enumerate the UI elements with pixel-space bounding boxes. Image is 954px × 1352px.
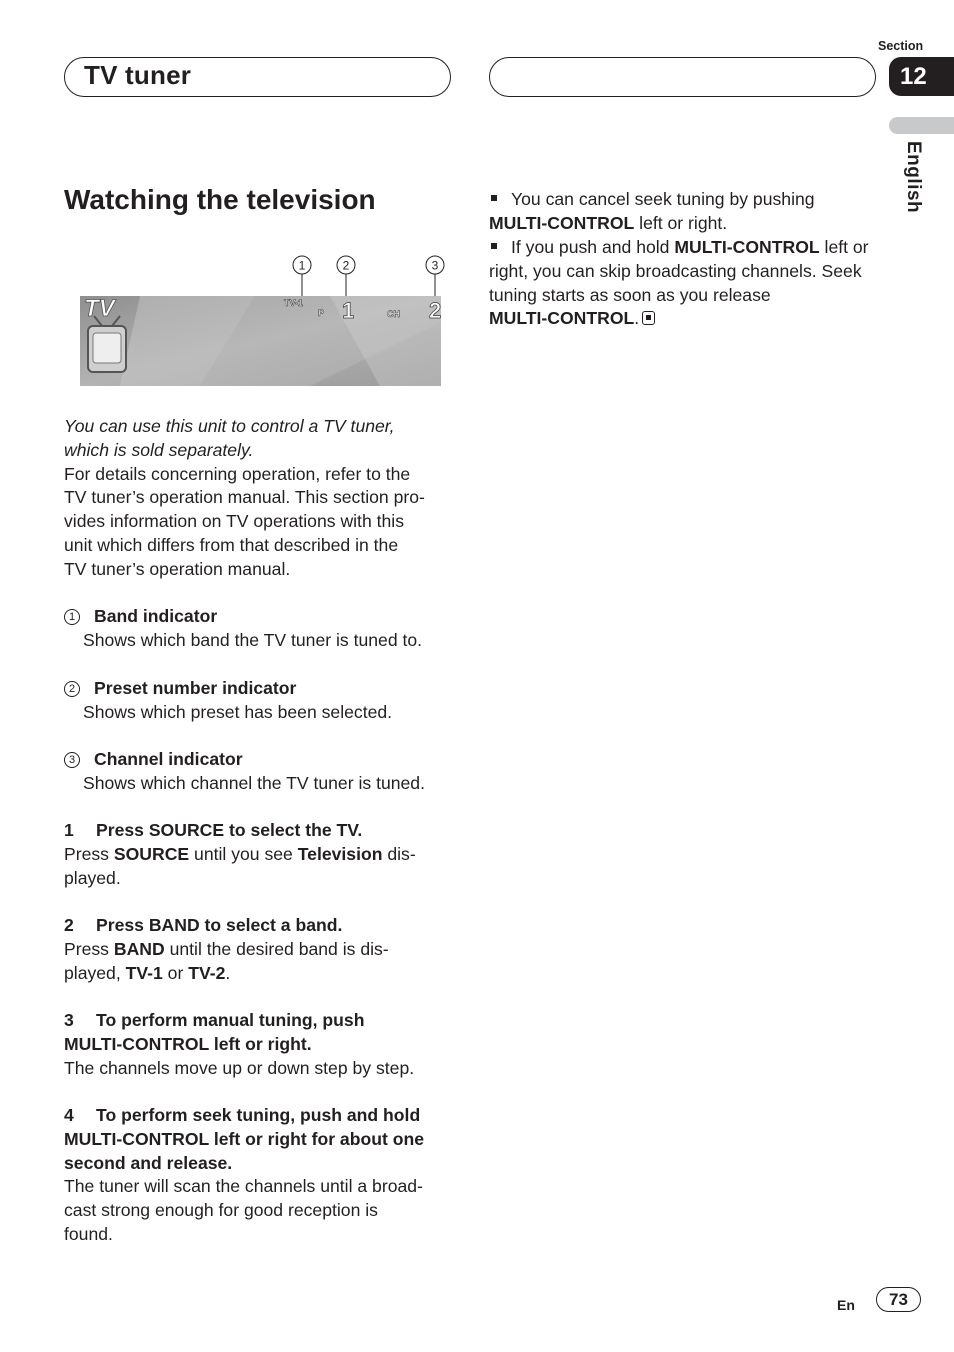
step-3-number: 3 — [64, 1010, 74, 1030]
step-3 — [64, 1009, 456, 1080]
step-4-title: second and release. — [64, 1152, 233, 1173]
indicator-3-number: 3 — [64, 752, 80, 768]
callout-3 — [426, 256, 444, 300]
bullet-icon — [491, 243, 497, 249]
indicator-3-title: Channel indicator — [94, 749, 243, 769]
callout-1-label: 1 — [298, 258, 306, 273]
callout-2-label: 2 — [342, 258, 350, 273]
step-2-key: TV-1 — [125, 962, 163, 983]
channel-value-text: 2 — [429, 298, 442, 323]
step-3-title: MULTI-CONTROL left or right. — [64, 1033, 312, 1054]
callout-1 — [293, 256, 311, 300]
note-2-key: MULTI-CONTROL — [674, 237, 820, 257]
indicator-1-desc: Shows which band the TV tuner is tuned to. — [83, 629, 423, 650]
intro-italic-line: which is sold separately. — [64, 439, 254, 460]
language-label: English — [903, 141, 924, 214]
language-tab — [889, 117, 954, 134]
header-right-frame — [489, 57, 876, 97]
preset-value-text: 1 — [342, 298, 355, 323]
step-1-text: Press — [64, 843, 114, 864]
step-4 — [64, 1104, 456, 1247]
note-1-text: left or right. — [634, 212, 728, 233]
indicator-3-desc: Shows which channel the TV tuner is tuned. — [83, 772, 425, 793]
step-2-number: 2 — [64, 915, 74, 935]
note-2-text: tuning starts as soon as you release — [489, 284, 771, 305]
display-figure — [80, 252, 450, 388]
callout-3-label: 3 — [431, 258, 439, 273]
step-1-text: dis- — [382, 843, 416, 864]
indicator-3 — [64, 748, 456, 796]
step-4-body: cast strong enough for good reception is — [64, 1200, 378, 1221]
step-2-title: Press BAND to select a band. — [96, 915, 343, 935]
step-4-body: found. — [64, 1223, 113, 1244]
indicator-1-title: Band indicator — [94, 606, 218, 626]
preset-prefix-text: P — [318, 308, 325, 318]
band-indicator-text: TV-1 — [284, 298, 304, 308]
step-1-key: Television — [297, 843, 383, 864]
step-2-text: . — [225, 962, 231, 983]
intro-italic-line: You can use this unit to control a TV tuner, — [64, 416, 395, 436]
step-1-title: Press SOURCE to select the TV. — [96, 820, 363, 840]
note-1-text: You can cancel seek tuning by pushing — [511, 189, 815, 209]
indicator-2-desc: Shows which preset has been selected. — [83, 701, 393, 722]
callout-2 — [337, 256, 355, 300]
intro-line: vides information on TV operations with this — [64, 511, 404, 532]
step-1-text: played. — [64, 867, 121, 888]
note-1-key: MULTI-CONTROL — [489, 212, 635, 233]
step-2-key: BAND — [113, 938, 165, 959]
step-4-title: MULTI-CONTROL left or right for about one — [64, 1128, 424, 1149]
intro-line: TV tuner’s operation manual. — [64, 558, 291, 579]
step-4-body: The tuner will scan the channels until a broad- — [64, 1176, 423, 1197]
step-2-text: until the desired band is dis- — [164, 938, 389, 959]
intro-paragraph — [64, 415, 456, 582]
page-number: 73 — [876, 1287, 921, 1312]
note-2-text: left or — [819, 237, 869, 257]
section-label: Section — [878, 39, 924, 53]
section-number: 12 — [889, 57, 954, 96]
note-1 — [489, 188, 881, 236]
intro-line: For details concerning operation, refer to the — [64, 463, 411, 484]
display-tv-text: TV — [84, 295, 115, 322]
step-1-number: 1 — [64, 820, 74, 840]
step-2-text: played, — [64, 962, 126, 983]
indicator-2 — [64, 677, 456, 725]
note-2-text: right, you can skip broadcasting channels. Seek — [489, 260, 862, 281]
header-title: TV tuner — [84, 60, 192, 90]
step-1 — [64, 819, 456, 890]
bullet-icon — [491, 195, 497, 201]
indicator-1 — [64, 605, 456, 653]
end-mark-icon — [642, 311, 655, 325]
channel-prefix-text: CH — [387, 309, 400, 319]
intro-line: unit which differs from that described in the — [64, 534, 399, 555]
note-2 — [489, 236, 881, 331]
page-language-code: En — [837, 1297, 855, 1313]
intro-line: TV tuner’s operation manual. This section pro- — [64, 487, 425, 508]
step-4-number: 4 — [64, 1105, 74, 1125]
step-4-title: To perform seek tuning, push and hold — [96, 1105, 421, 1125]
page-heading: Watching the television — [64, 184, 376, 215]
step-1-text: until you see — [189, 843, 298, 864]
display-illustration — [80, 252, 450, 388]
step-2-text: or — [162, 962, 189, 983]
note-2-text: . — [634, 308, 640, 329]
step-3-title: To perform manual tuning, push — [96, 1010, 365, 1030]
indicator-2-number: 2 — [64, 681, 80, 697]
indicator-1-number: 1 — [64, 609, 80, 625]
step-2 — [64, 914, 456, 985]
step-1-key: SOURCE — [113, 843, 190, 864]
step-3-body: The channels move up or down step by step. — [64, 1057, 415, 1078]
note-2-text: If you push and hold — [511, 237, 675, 257]
step-2-text: Press — [64, 938, 114, 959]
note-2-key: MULTI-CONTROL — [489, 308, 635, 329]
step-2-key: TV-2 — [188, 962, 226, 983]
indicator-2-title: Preset number indicator — [94, 678, 297, 698]
